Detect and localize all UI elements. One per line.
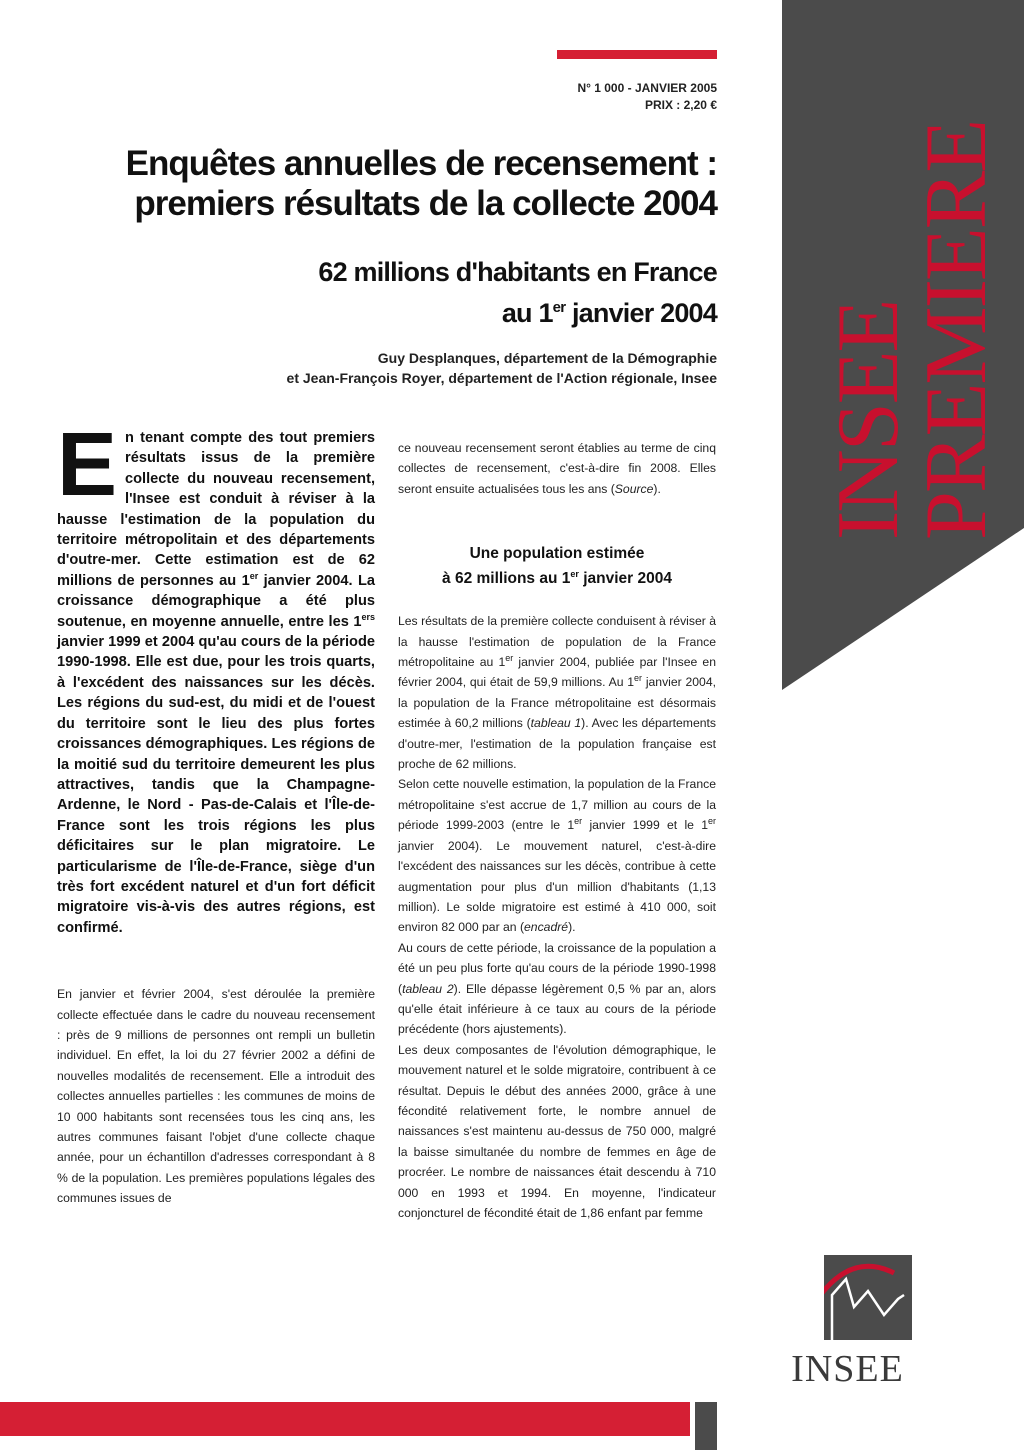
right-body-paragraph-1	[398, 611, 716, 774]
rb-p1-sup-1: er	[505, 652, 514, 663]
right-intro-end: ).	[653, 481, 661, 496]
footer-red-bar	[0, 1402, 690, 1436]
issue-info	[577, 80, 717, 114]
title-line-1: Enquêtes annuelles de recensement :	[125, 144, 717, 183]
issue-number: N° 1 000 - JANVIER 2005	[577, 81, 717, 95]
brand-word-insee: INSEE	[820, 300, 917, 540]
page-title	[126, 144, 717, 224]
rb-p2-b: janvier 1999 et le 1	[582, 818, 708, 833]
left-column	[57, 415, 375, 1209]
insee-logo	[780, 1255, 915, 1400]
right-column	[398, 438, 716, 1223]
rb-p2-c: janvier 2004). Le mouvement naturel, c'est-à-dire l'excédent des naissances sur les décès, contribue à cette augmentation pour plus d'un million d'habitants (1,13 million). Le solde migratoire est estimé à 410 000, soit environ 82 000 par an (	[398, 838, 716, 935]
insee-logo-text: INSEE	[791, 1348, 904, 1390]
brand-word-premiere: PREMIERE	[908, 120, 1005, 540]
rb-p1-c: janvier 2004, la population de la France métropolitaine est désormais estimée à 60,2 millions (	[398, 675, 716, 731]
lead-text-1: n tenant compte des tout premiers résultats issus de la première collecte du nouveau recensement, l'Insee est conduit à réviser à la hausse l'estimation de la population du territoire métropolitain et des départements d'outre-mer. Cette estimation est de 62 millions de personnes au 1	[57, 430, 375, 589]
title-line-2: premiers résultats de la collecte 2004	[134, 184, 717, 223]
rb-p3-b: ). Elle dépasse légèrement 0,5 % par an, alors qu'elle était inférieure à ce taux au cours de la période précédente (hors ajustements).	[398, 981, 716, 1037]
author-line-1: Guy Desplanques, département de la Démographie	[377, 350, 717, 366]
left-body-paragraph: En janvier et février 2004, s'est déroulée la première collecte effectuée dans le cadre du nouveau recensement : près de 9 millions de personnes ont rempli un bulletin individuel. En effet, la loi du 27 février 2002 a défini de nouvelles modalités de recensement. Elle a introduit des collectes annuelles partielles : les communes de moins de 10 000 habitants sont recensées tous les cinq ans, les autres communes faisant l'objet d'une collecte chaque année, pour un échantillon d'adresses correspondant à 8 % de la population. Les premières populations légales des communes issues de	[57, 987, 375, 1206]
right-intro-emphasis: Source	[614, 481, 654, 496]
rb-p2-sup-2: er	[708, 816, 717, 827]
rb-p2-a: Selon cette nouvelle estimation, la population de la France métropolitaine s'est accrue de 1,7 million au cours de la période 1999-2003 (entre le 1	[398, 777, 716, 833]
right-intro-text: ce nouveau recensement seront établies au terme de cinq collectes de recensement, c'est-à-dire fin 2008. Elles seront ensuite actualisées tous les ans (	[398, 441, 716, 496]
rb-p2-d: ).	[568, 920, 576, 935]
rb-p3-emphasis: tableau 2	[402, 981, 454, 996]
section-heading-line-2-pre: à 62 millions au 1	[442, 570, 571, 588]
subtitle-line-2-post: janvier 2004	[565, 298, 717, 328]
lead-text-2: janvier 2004. La croissance démographique a été plus soutenue, en moyenne annuelle, entre les 1	[57, 572, 375, 630]
authors	[287, 348, 717, 388]
subtitle-line-2-pre: au 1	[501, 298, 553, 328]
insee-logo-icon	[824, 1255, 912, 1340]
lead-sup-1: er	[249, 570, 259, 581]
rb-p1-b: janvier 2004, publiée par l'Insee en février 2004, qui était de 59,9 millions. Au 1	[398, 655, 716, 690]
page-subtitle	[318, 254, 717, 331]
rb-p2-sup-1: er	[574, 816, 583, 827]
right-body-paragraph-2	[398, 774, 716, 937]
drop-cap: E	[57, 415, 118, 515]
section-heading-line-2-post: janvier 2004	[578, 570, 672, 588]
issue-price: PRIX : 2,20 €	[644, 98, 717, 112]
footer-grey-bar	[695, 1402, 717, 1450]
rb-p2-emphasis: encadré	[524, 920, 569, 935]
subtitle-line-2-sup: er	[552, 299, 566, 316]
section-heading	[398, 541, 716, 591]
header-red-bar	[557, 50, 717, 59]
right-intro-paragraph	[398, 438, 716, 499]
rb-p1-emphasis: tableau 1	[530, 716, 582, 731]
subtitle-line-1: 62 millions d'habitants en France	[318, 257, 717, 287]
right-body-paragraph-4: Les deux composantes de l'évolution démographique, le mouvement naturel et le solde migratoire, contribuent à ce résultat. Depuis le début des années 2000, grâce à une fécondité relativement forte, le nombre annuel de naissances s'est maintenu au-dessus de 750 000, malgré la baisse simultanée du nombre de femmes en âge de procréer. Le nombre de naissances était descendu à 710 000 en 1993 et 1994. En moyenne, l'indicateur conjoncturel de fécondité était de 1,86 enfant par femme	[398, 1042, 716, 1220]
rb-p1-d: ). Avec les départements d'outre-mer, l'estimation de la population française est proche de 62 millions.	[398, 716, 716, 772]
right-body-paragraph-3	[398, 938, 716, 1040]
rb-p1-a: Les résultats de la première collecte conduisent à réviser à la hausse l'estimation de population de la France métropolitaine au 1	[398, 614, 716, 670]
lead-sup-2: ers	[361, 611, 375, 622]
rb-p3-a: Au cours de cette période, la croissance de la population a été un peu plus forte qu'au cours de la période 1990-1998 (	[398, 940, 716, 996]
lead-text-3: janvier 1999 et 2004 qu'au cours de la période 1990-1998. Elle est due, pour les trois quarts, à l'excédent des naissances sur les décès. Les régions du sud-est, du midi et de l'ouest du territoire sont le lieu des plus fortes croissances démographiques. Les régions de la moitié sud du territoire demeurent les plus attractives, tandis que la Champagne-Ardenne, le Nord - Pas-de-Calais et l'Île-de-France sont les trois régions les plus déficitaires sur le plan migratoire. Le particularisme de l'Île-de-France, siège d'un très fort excédent naturel et d'un fort déficit migratoire vis-à-vis des autres régions, est confirmé.	[57, 634, 375, 936]
brand-wordmark	[820, 30, 1005, 540]
rb-p1-sup-2: er	[634, 673, 643, 684]
lead-paragraph	[57, 415, 375, 938]
section-heading-line-1: Une population estimée	[469, 545, 645, 563]
section-heading-sup: er	[570, 569, 579, 580]
author-line-2: et Jean-François Royer, département de l'Action régionale, Insee	[286, 370, 717, 386]
